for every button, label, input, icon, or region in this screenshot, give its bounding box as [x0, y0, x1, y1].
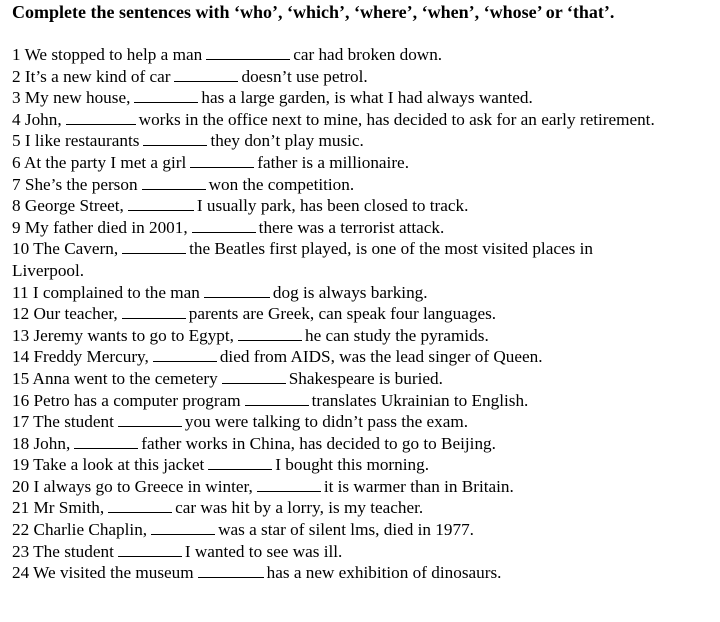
sentence-text-before: 6 At the party I met a girl: [12, 152, 187, 172]
sentence-text-before: 24 We visited the museum: [12, 563, 194, 583]
sentence-text-before: 1 We stopped to help a man: [12, 45, 203, 64]
answer-blank[interactable]: [66, 110, 136, 125]
sentence-text-after: has a new exhibition of dinosaurs.: [266, 563, 502, 583]
answer-blank[interactable]: [134, 88, 198, 103]
sentence-text-before: 4 John,: [12, 109, 62, 129]
sentence-13: [12, 325, 712, 347]
sentence-text-before: 10 The Cavern,: [12, 239, 119, 259]
sentence-9: [12, 217, 712, 239]
answer-blank[interactable]: [118, 412, 182, 427]
sentence-text-before: 18 John,: [12, 433, 71, 453]
sentence-6: [12, 152, 712, 174]
answer-blank[interactable]: [118, 542, 182, 557]
sentence-text-after: I usually park, has been closed to track.: [196, 196, 469, 216]
sentence-text-after: died from AIDS, was the lead singer of Queen.: [219, 347, 543, 367]
answer-blank[interactable]: [122, 239, 186, 254]
sentence-text-after: I wanted to see was ill.: [184, 541, 343, 561]
sentence-text-after: works in the office next to mine, has decided to ask for an early retirement.: [138, 109, 655, 129]
sentence-18: [12, 433, 712, 455]
sentence-text-after: they don’t play music.: [210, 131, 364, 151]
sentence-text-before: 8 George Street,: [12, 196, 124, 216]
sentence-text-before: 9 My father died in 2001,: [12, 217, 188, 237]
sentence-17: [12, 411, 712, 433]
sentence-text-after: you were talking to didn’t pass the exam.: [184, 412, 469, 432]
answer-blank[interactable]: [122, 304, 186, 319]
sentence-text-after: translates Ukrainian to English.: [311, 390, 529, 410]
sentence-text-after: father is a millionaire.: [257, 152, 409, 172]
answer-blank[interactable]: [142, 175, 206, 190]
sentence-text-after: father works in China, has decided to go to Beijing.: [141, 433, 496, 453]
sentence-11: [12, 282, 712, 304]
sentence-text-after: Shakespeare is buried.: [288, 368, 443, 388]
sentence-text-before: 2 It’s a new kind of car: [12, 66, 171, 86]
answer-blank[interactable]: [245, 391, 309, 406]
sentence-text-after: car had broken down.: [293, 45, 443, 64]
sentence-text-before: 11 I complained to the man: [12, 282, 200, 302]
sentence-text-before: 20 I always go to Greece in winter,: [12, 476, 253, 496]
sentence-text-before: 16 Petro has a computer program: [12, 390, 241, 410]
answer-blank[interactable]: [206, 45, 290, 60]
sentence-7: [12, 174, 712, 196]
answer-blank[interactable]: [257, 477, 321, 492]
sentence-10: [12, 238, 662, 281]
sentence-text-before: 15 Anna went to the cemetery: [12, 368, 218, 388]
answer-blank[interactable]: [208, 455, 272, 470]
answer-blank[interactable]: [151, 520, 215, 535]
sentence-text-after: he can study the pyramids.: [304, 325, 489, 345]
answer-blank[interactable]: [198, 563, 264, 578]
sentence-23: [12, 541, 712, 563]
sentence-text-after: it is warmer than in Britain.: [323, 476, 514, 496]
sentence-5: [12, 130, 712, 152]
sentence-text-after: I bought this morning.: [275, 455, 429, 475]
answer-blank[interactable]: [143, 131, 207, 146]
sentence-16: [12, 390, 712, 412]
sentence-text-after: car was hit by a lorry, is my teacher.: [175, 498, 424, 518]
sentence-19: [12, 454, 712, 476]
answer-blank[interactable]: [74, 434, 138, 449]
answer-blank[interactable]: [238, 326, 302, 341]
sentence-text-after: the Beatles first played, is one of the most visited places in Liverpool.: [12, 239, 593, 280]
sentence-text-before: 21 Mr Smith,: [12, 498, 105, 518]
sentence-list: [12, 44, 712, 584]
answer-blank[interactable]: [192, 218, 256, 233]
sentence-21: [12, 497, 712, 519]
answer-blank[interactable]: [153, 347, 217, 362]
sentence-2: [12, 66, 712, 88]
sentence-text-after: dog is always barking.: [272, 282, 428, 302]
sentence-20: [12, 476, 712, 498]
sentence-12: [12, 303, 712, 325]
sentence-1: [12, 44, 712, 66]
sentence-14: [12, 346, 712, 368]
sentence-22: [12, 519, 712, 541]
answer-blank[interactable]: [190, 153, 254, 168]
answer-blank[interactable]: [204, 283, 270, 298]
worksheet: [12, 0, 712, 584]
sentence-text-after: has a large garden, is what I had always wanted.: [201, 88, 533, 108]
sentence-text-before: 22 Charlie Chaplin,: [12, 520, 148, 540]
answer-blank[interactable]: [108, 498, 172, 513]
sentence-text-after: doesn’t use petrol.: [241, 66, 368, 86]
sentence-8: [12, 195, 712, 217]
sentence-15: [12, 368, 712, 390]
sentence-24: [12, 562, 712, 584]
sentence-text-before: 19 Take a look at this jacket: [12, 455, 205, 475]
worksheet-title: Complete the sentences with ‘who’, ‘which’, ‘where’, ‘when’, ‘whose’ or ‘that’.: [12, 2, 615, 22]
sentence-text-after: was a star of silent lms, died in 1977.: [218, 520, 474, 540]
sentence-text-before: 12 Our teacher,: [12, 304, 118, 324]
sentence-text-before: 14 Freddy Mercury,: [12, 347, 149, 367]
sentence-text-before: 23 The student: [12, 541, 114, 561]
sentence-text-after: parents are Greek, can speak four languages.: [188, 304, 497, 324]
sentence-4: [12, 109, 662, 131]
sentence-text-before: 5 I like restaurants: [12, 131, 140, 151]
answer-blank[interactable]: [174, 67, 238, 82]
sentence-text-after: there was a terrorist attack.: [258, 217, 445, 237]
sentence-text-before: 13 Jeremy wants to go to Egypt,: [12, 325, 234, 345]
sentence-3: [12, 87, 712, 109]
answer-blank[interactable]: [128, 196, 194, 211]
sentence-text-after: won the competition.: [208, 174, 355, 194]
sentence-text-before: 3 My new house,: [12, 88, 131, 108]
sentence-text-before: 7 She’s the person: [12, 174, 138, 194]
sentence-text-before: 17 The student: [12, 412, 114, 432]
answer-blank[interactable]: [222, 369, 286, 384]
